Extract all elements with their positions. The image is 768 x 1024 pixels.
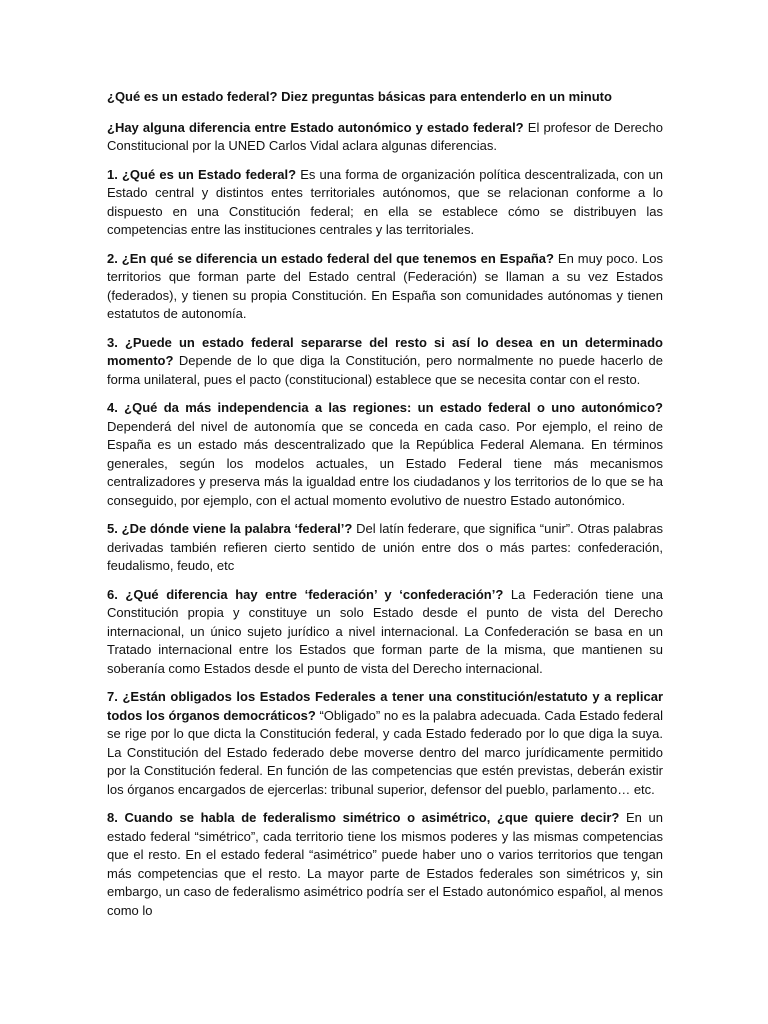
qa-paragraph-3 [107, 334, 663, 390]
qa-paragraph-7 [107, 688, 663, 799]
answer-4: Dependerá del nivel de autonomía que se conceda en cada caso. Por ejemplo, el reino de España es un estado más descentralizado que la República Federal Alemana. En términos generales, según los modelos actuales, un Estado Federal tiene más mecanismos centralizadores y preserva más la igualdad entre los ciudadanos y los territorios de lo que se ha conseguido, por ejemplo, con el actual momento evolutivo de nuestro Estado autonómico. [107, 418, 663, 508]
answer-5: Del latín federare, que significa “unir”. Otras palabras derivadas también refieren cierto sentido de unión entre dos o más partes: confederación, feudalismo, feudo, etc [107, 521, 663, 573]
question-2: 2. ¿En qué se diferencia un estado federal del que tenemos en España? [107, 250, 554, 266]
answer-2: En muy poco. Los territorios que forman parte del Estado central (Federación) se llaman a su vez Estados (federados), y tienen su propia Constitución. En España son comunidades autónomas y tienen estatutos de autonomía. [107, 250, 663, 321]
qa-paragraph-4 [107, 399, 663, 510]
question-7: 7. ¿Están obligados los Estados Federales a tener una constitución/estatuto y a replicar todos los órganos democráticos? [107, 689, 663, 723]
answer-8: En un estado federal “simétrico”, cada territorio tiene los mismos poderes y las mismas competencias que el resto. En el estado federal “asimétrico” puede haber uno o varios territorios que tengan más competencias que el resto. La mayor parte de Estados federales son simétricos y, sin embargo, un caso de federalismo asimétrico podría ser el Estado autonómico español, al menos como lo [107, 810, 663, 918]
qa-paragraph-2 [107, 250, 663, 324]
question-3: 3. ¿Puede un estado federal separarse del resto si así lo desea en un determinado momento? [107, 334, 663, 368]
answer-6: La Federación tiene una Constitución propia y constituye un solo Estado desde el punto de vista del Derecho internacional, un único sujeto jurídico a nivel internacional. La Confederación se basa en un Tratado internacional entre los Estados que forman parte de la misma, que mantienen su soberanía como Estados desde el punto de vista del Derecho internacional. [107, 586, 664, 676]
question-8: 8. Cuando se habla de federalismo simétrico o asimétrico, ¿que quiere decir? [107, 810, 620, 825]
answer-7: “Obligado” no es la palabra adecuada. Cada Estado federal se rige por lo que dicta la Constitución federal, y cada Estado federado por lo que diga la suya. La Constitución del Estado federado debe moverse dentro del marco jurídicamente permitido por la Constitución federal. En función de las competencias que estén previstas, deberán existir los órganos encargados de ejercerlas: tribunal superior, defensor del pueblo, parlamento… etc. [107, 707, 663, 797]
intro-question: ¿Hay alguna diferencia entre Estado autonómico y estado federal? [107, 119, 524, 135]
question-5: 5. ¿De dónde viene la palabra ‘federal’? [107, 521, 353, 536]
question-1: 1. ¿Qué es un Estado federal? [107, 166, 297, 182]
intro-text: El profesor de Derecho Constitucional por la UNED Carlos Vidal aclara algunas diferencias. [107, 119, 664, 153]
qa-paragraph-1 [107, 166, 663, 240]
intro-paragraph [107, 119, 663, 156]
qa-paragraph-8 [107, 809, 663, 920]
question-6: 6. ¿Qué diferencia hay entre ‘federación’ y ‘confederación’? [107, 586, 504, 602]
qa-paragraph-6 [107, 586, 663, 679]
question-4: 4. ¿Qué da más independencia a las regiones: un estado federal o uno autonómico? [107, 400, 663, 415]
answer-3: Depende de lo que diga la Constitución, pero normalmente no puede hacerlo de forma unilateral, pues el pacto (constitucional) establece que se necesita contar con el resto. [107, 353, 663, 387]
answer-1: Es una forma de organización política descentralizada, con un Estado central y distintos entes territoriales autónomos, que se relacionan conforme a lo dispuesto en una Constitución federal; en ella se establece cómo se distribuyen las competencias entre las instituciones centrales y las territoriales. [107, 166, 663, 237]
document-page [107, 88, 663, 930]
qa-paragraph-5 [107, 520, 663, 576]
document-title: ¿Qué es un estado federal? Diez preguntas básicas para entenderlo en un minuto [107, 89, 612, 104]
